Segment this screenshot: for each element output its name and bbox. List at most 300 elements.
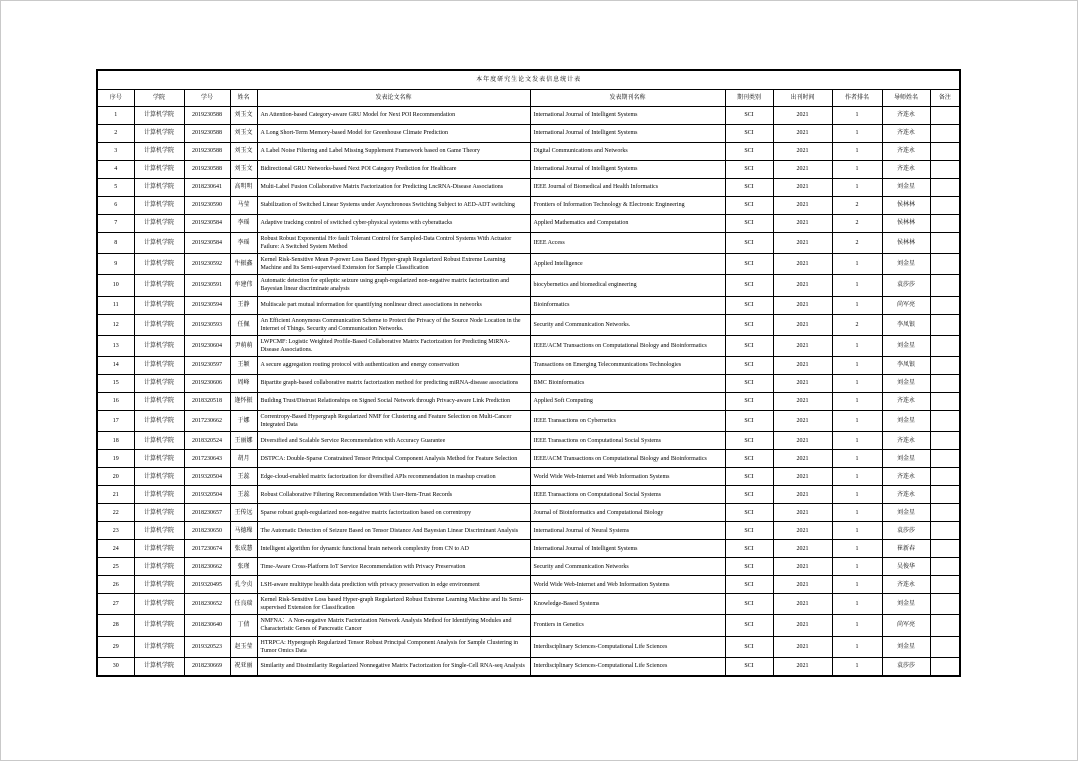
cell-paper-title: Kernel Risk-Sensitive Mean P-power Loss Based Hyper-graph Regularized Robust Extreme Learning Machine and Its Semi-supervised Extension for Sample Classification	[257, 254, 530, 275]
table-row	[97, 107, 960, 125]
cell-student-id: 2019230590	[184, 197, 230, 215]
cell-student-id: 2019230592	[184, 254, 230, 275]
cell-journal-name: Security and Communication Networks	[530, 558, 725, 576]
cell-paper-title: Sparse robust graph-regularized non-negative matrix factorization based on correntropy	[257, 504, 530, 522]
cell-paper-title: Similarity and Dissimilarity Regularized Nonnegative Matrix Factorization for Single-Cell RNA-seq Analysis	[257, 657, 530, 676]
cell-college: 计算机学院	[134, 356, 184, 374]
cell-remarks	[930, 468, 960, 486]
cell-supervisor-name: 侯林林	[882, 197, 930, 215]
table-row	[97, 374, 960, 392]
cell-student-name: 牛振鑫	[230, 254, 257, 275]
cell-college: 计算机学院	[134, 392, 184, 410]
cell-journal-name: IEEE Transactions on Cybernetics	[530, 410, 725, 431]
cell-remarks	[930, 450, 960, 468]
cell-student-name: 王蕊	[230, 486, 257, 504]
cell-journal-name: Journal of Bioinformatics and Computational Biology	[530, 504, 725, 522]
cell-author-rank: 1	[832, 522, 882, 540]
cell-remarks	[930, 636, 960, 657]
cell-journal-category: SCI	[725, 486, 773, 504]
cell-student-id: 2019320495	[184, 576, 230, 594]
cell-publish-year: 2021	[773, 335, 832, 356]
cell-student-id: 2019230606	[184, 374, 230, 392]
cell-paper-title: Intelligent algorithm for dynamic functional brain network complexity from CN to AD	[257, 540, 530, 558]
table-row	[97, 392, 960, 410]
cell-paper-title: An Efficient Anonymous Communication Scheme to Protect the Privacy of the Source Node Location in the Internet of Things. Security and Communication Networks.	[257, 314, 530, 335]
cell-student-name: 王丽娜	[230, 432, 257, 450]
cell-college: 计算机学院	[134, 504, 184, 522]
cell-student-name: 刘玉文	[230, 125, 257, 143]
cell-paper-title: Robust Robust Exponential H∞ fault Tolerant Control for Sampled-Data Control Systems With Actuator Failure: A Switched System Method	[257, 233, 530, 254]
cell-journal-category: SCI	[725, 615, 773, 636]
cell-journal-category: SCI	[725, 374, 773, 392]
cell-remarks	[930, 233, 960, 254]
cell-remarks	[930, 314, 960, 335]
cell-supervisor-name: 刘金星	[882, 179, 930, 197]
cell-remarks	[930, 374, 960, 392]
cell-author-rank: 1	[832, 143, 882, 161]
table-row	[97, 468, 960, 486]
cell-student-name: 李瑶	[230, 215, 257, 233]
cell-paper-title: HTRPCA: Hypergraph Regularized Tensor Robust Principal Component Analysis for Sample Clustering in Tumor Omics Data	[257, 636, 530, 657]
cell-college: 计算机学院	[134, 275, 184, 296]
cell-remarks	[930, 143, 960, 161]
cell-publish-year: 2021	[773, 107, 832, 125]
publication-table	[96, 69, 961, 677]
table-row	[97, 296, 960, 314]
cell-author-rank: 2	[832, 314, 882, 335]
cell-journal-category: SCI	[725, 392, 773, 410]
cell-supervisor-name: 齐连永	[882, 576, 930, 594]
cell-journal-name: World Wide Web-Internet and Web Information Systems	[530, 468, 725, 486]
cell-supervisor-name: 齐连永	[882, 432, 930, 450]
table-row	[97, 504, 960, 522]
cell-remarks	[930, 392, 960, 410]
cell-paper-title: Correntropy-Based Hypergraph Regularized NMF for Clustering and Feature Selection on Multi-Cancer Integrated Data	[257, 410, 530, 431]
cell-student-id: 2018230640	[184, 615, 230, 636]
cell-student-name: 高明明	[230, 179, 257, 197]
cell-college: 计算机学院	[134, 432, 184, 450]
cell-publish-year: 2021	[773, 392, 832, 410]
cell-student-id: 2017230643	[184, 450, 230, 468]
cell-college: 计算机学院	[134, 540, 184, 558]
cell-index: 3	[97, 143, 134, 161]
cell-student-name: 王传远	[230, 504, 257, 522]
cell-remarks	[930, 432, 960, 450]
cell-paper-title: DSTPCA: Double-Sparse Constrained Tensor Principal Component Analysis Method for Feature Selection	[257, 450, 530, 468]
cell-paper-title: Edge-cloud-enabled matrix factorization for diversified APIs recommendation in mashup creation	[257, 468, 530, 486]
cell-student-id: 2019230604	[184, 335, 230, 356]
cell-author-rank: 1	[832, 107, 882, 125]
cell-remarks	[930, 215, 960, 233]
cell-index: 29	[97, 636, 134, 657]
cell-supervisor-name: 袁莎莎	[882, 657, 930, 676]
cell-author-rank: 1	[832, 275, 882, 296]
table-row	[97, 335, 960, 356]
cell-supervisor-name: 崔新春	[882, 540, 930, 558]
cell-journal-name: Security and Communication Networks.	[530, 314, 725, 335]
cell-remarks	[930, 275, 960, 296]
cell-student-name: 牟建伟	[230, 275, 257, 296]
cell-author-rank: 2	[832, 197, 882, 215]
cell-paper-title: Bipartite graph-based collaborative matrix factorization method for predicting miRNA-disease associations	[257, 374, 530, 392]
cell-supervisor-name: 尚军亮	[882, 615, 930, 636]
cell-student-id: 2018230657	[184, 504, 230, 522]
cell-remarks	[930, 576, 960, 594]
cell-journal-category: SCI	[725, 468, 773, 486]
cell-supervisor-name: 刘金星	[882, 504, 930, 522]
cell-author-rank: 1	[832, 179, 882, 197]
cell-remarks	[930, 125, 960, 143]
cell-supervisor-name: 齐连永	[882, 107, 930, 125]
table-row	[97, 233, 960, 254]
table-row	[97, 486, 960, 504]
cell-index: 30	[97, 657, 134, 676]
cell-supervisor-name: 刘金星	[882, 374, 930, 392]
cell-journal-category: SCI	[725, 594, 773, 615]
cell-college: 计算机学院	[134, 314, 184, 335]
cell-journal-name: International Journal of Intelligent Systems	[530, 161, 725, 179]
cell-paper-title: Diversified and Scalable Service Recommendation with Accuracy Guarantee	[257, 432, 530, 450]
cell-journal-name: World Wide Web-Internet and Web Information Systems	[530, 576, 725, 594]
cell-index: 5	[97, 179, 134, 197]
cell-student-id: 2018230652	[184, 594, 230, 615]
cell-journal-category: SCI	[725, 233, 773, 254]
cell-supervisor-name: 刘金星	[882, 254, 930, 275]
table-row	[97, 450, 960, 468]
cell-index: 7	[97, 215, 134, 233]
cell-journal-name: IEEE Access	[530, 233, 725, 254]
cell-index: 14	[97, 356, 134, 374]
cell-remarks	[930, 615, 960, 636]
cell-student-id: 2017230662	[184, 410, 230, 431]
cell-publish-year: 2021	[773, 161, 832, 179]
cell-index: 28	[97, 615, 134, 636]
table-row	[97, 657, 960, 676]
table-row	[97, 522, 960, 540]
cell-author-rank: 1	[832, 558, 882, 576]
cell-journal-name: International Journal of Intelligent Systems	[530, 540, 725, 558]
cell-journal-name: IEEE Transactions on Computational Social Systems	[530, 432, 725, 450]
cell-student-id: 2019230588	[184, 143, 230, 161]
cell-author-rank: 1	[832, 576, 882, 594]
cell-student-name: 周峰	[230, 374, 257, 392]
cell-student-name: 马德璪	[230, 522, 257, 540]
cell-college: 计算机学院	[134, 522, 184, 540]
cell-student-id: 2019230588	[184, 125, 230, 143]
cell-student-id: 2019320523	[184, 636, 230, 657]
cell-college: 计算机学院	[134, 615, 184, 636]
cell-college: 计算机学院	[134, 486, 184, 504]
cell-college: 计算机学院	[134, 450, 184, 468]
cell-publish-year: 2021	[773, 410, 832, 431]
cell-journal-category: SCI	[725, 522, 773, 540]
cell-author-rank: 2	[832, 233, 882, 254]
cell-remarks	[930, 594, 960, 615]
cell-journal-name: Applied Mathematics and Computation	[530, 215, 725, 233]
cell-journal-name: BMC Bioinformatics	[530, 374, 725, 392]
cell-supervisor-name: 刘金星	[882, 335, 930, 356]
cell-supervisor-name: 齐连永	[882, 161, 930, 179]
cell-college: 计算机学院	[134, 468, 184, 486]
cell-publish-year: 2021	[773, 233, 832, 254]
cell-college: 计算机学院	[134, 197, 184, 215]
cell-author-rank: 1	[832, 254, 882, 275]
table-row	[97, 275, 960, 296]
column-header-paper-title: 发表论文名称	[257, 90, 530, 107]
cell-author-rank: 1	[832, 374, 882, 392]
cell-supervisor-name: 李凤银	[882, 356, 930, 374]
cell-student-id: 2018230641	[184, 179, 230, 197]
cell-author-rank: 1	[832, 468, 882, 486]
cell-author-rank: 1	[832, 125, 882, 143]
cell-index: 17	[97, 410, 134, 431]
cell-author-rank: 1	[832, 486, 882, 504]
cell-student-name: 刘玉文	[230, 143, 257, 161]
cell-paper-title: An Attention-based Category-aware GRU Model for Next POI Recommendation	[257, 107, 530, 125]
cell-student-name: 逄怀振	[230, 392, 257, 410]
cell-student-id: 2019320504	[184, 468, 230, 486]
cell-student-name: 刘玉文	[230, 107, 257, 125]
cell-student-id: 2019230597	[184, 356, 230, 374]
cell-student-id: 2019320504	[184, 486, 230, 504]
cell-supervisor-name: 刘金星	[882, 410, 930, 431]
cell-college: 计算机学院	[134, 296, 184, 314]
cell-college: 计算机学院	[134, 161, 184, 179]
cell-publish-year: 2021	[773, 275, 832, 296]
cell-publish-year: 2021	[773, 314, 832, 335]
cell-journal-name: Transactions on Emerging Telecommunications Technologies	[530, 356, 725, 374]
cell-supervisor-name: 侯林林	[882, 215, 930, 233]
cell-author-rank: 1	[832, 657, 882, 676]
cell-author-rank: 1	[832, 636, 882, 657]
cell-student-id: 2018230669	[184, 657, 230, 676]
cell-college: 计算机学院	[134, 594, 184, 615]
cell-student-name: 孔令贞	[230, 576, 257, 594]
cell-student-name: 任佩	[230, 314, 257, 335]
cell-paper-title: LSH-aware multitype health data prediction with privacy preservation in edge environment	[257, 576, 530, 594]
cell-remarks	[930, 410, 960, 431]
cell-publish-year: 2021	[773, 125, 832, 143]
cell-student-name: 张成慧	[230, 540, 257, 558]
cell-publish-year: 2021	[773, 197, 832, 215]
column-header-student-id: 学号	[184, 90, 230, 107]
table-row	[97, 314, 960, 335]
cell-paper-title: A secure aggregation routing protocol with authentication and energy conservation	[257, 356, 530, 374]
cell-supervisor-name: 尚军亮	[882, 296, 930, 314]
table-row	[97, 576, 960, 594]
cell-student-name: 胡月	[230, 450, 257, 468]
cell-student-name: 丁倩	[230, 615, 257, 636]
cell-supervisor-name: 袁莎莎	[882, 275, 930, 296]
cell-student-name: 李瑶	[230, 233, 257, 254]
page-title: 本年度研究生论文发表信息统计表	[97, 70, 960, 90]
cell-journal-category: SCI	[725, 296, 773, 314]
table-row	[97, 432, 960, 450]
cell-supervisor-name: 刘金星	[882, 594, 930, 615]
table-row	[97, 197, 960, 215]
cell-college: 计算机学院	[134, 374, 184, 392]
cell-student-name: 王蕊	[230, 468, 257, 486]
table-row	[97, 143, 960, 161]
cell-student-id: 2019230588	[184, 107, 230, 125]
cell-student-name: 张瑾	[230, 558, 257, 576]
cell-publish-year: 2021	[773, 450, 832, 468]
cell-journal-name: International Journal of Intelligent Systems	[530, 107, 725, 125]
cell-remarks	[930, 356, 960, 374]
cell-supervisor-name: 侯林林	[882, 233, 930, 254]
cell-journal-category: SCI	[725, 504, 773, 522]
cell-publish-year: 2021	[773, 540, 832, 558]
cell-college: 计算机学院	[134, 254, 184, 275]
cell-supervisor-name: 袁莎莎	[882, 522, 930, 540]
cell-remarks	[930, 197, 960, 215]
cell-publish-year: 2021	[773, 215, 832, 233]
cell-supervisor-name: 齐连永	[882, 468, 930, 486]
cell-paper-title: Time-Aware Cross-Platform IoT Service Recommendation with Privacy Preservation	[257, 558, 530, 576]
cell-publish-year: 2021	[773, 594, 832, 615]
cell-journal-name: Applied Intelligence	[530, 254, 725, 275]
cell-author-rank: 1	[832, 504, 882, 522]
cell-supervisor-name: 齐连永	[882, 486, 930, 504]
column-header-publish-year: 出刊时间	[773, 90, 832, 107]
table-row	[97, 215, 960, 233]
table-row	[97, 179, 960, 197]
cell-index: 9	[97, 254, 134, 275]
cell-supervisor-name: 刘金星	[882, 636, 930, 657]
cell-journal-name: Interdisciplinary Sciences-Computational Life Sciences	[530, 657, 725, 676]
cell-supervisor-name: 齐连永	[882, 125, 930, 143]
cell-journal-category: SCI	[725, 450, 773, 468]
cell-college: 计算机学院	[134, 143, 184, 161]
cell-student-id: 2019230588	[184, 161, 230, 179]
cell-publish-year: 2021	[773, 558, 832, 576]
column-header-student-name: 姓名	[230, 90, 257, 107]
cell-index: 22	[97, 504, 134, 522]
cell-paper-title: Stabilization of Switched Linear Systems under Asynchronous Switching Subject to AED-ADT switching	[257, 197, 530, 215]
cell-paper-title: Bidirectional GRU Networks-based Next POI Category Prediction for Healthcare	[257, 161, 530, 179]
cell-remarks	[930, 179, 960, 197]
cell-author-rank: 1	[832, 161, 882, 179]
cell-remarks	[930, 161, 960, 179]
cell-paper-title: Adaptive tracking control of switched cyber-physical systems with cyberattacks	[257, 215, 530, 233]
cell-index: 25	[97, 558, 134, 576]
cell-journal-category: SCI	[725, 143, 773, 161]
cell-index: 13	[97, 335, 134, 356]
cell-index: 15	[97, 374, 134, 392]
cell-index: 8	[97, 233, 134, 254]
cell-publish-year: 2021	[773, 504, 832, 522]
cell-student-name: 于娜	[230, 410, 257, 431]
cell-publish-year: 2021	[773, 486, 832, 504]
table-body	[97, 107, 960, 676]
cell-publish-year: 2021	[773, 374, 832, 392]
cell-journal-category: SCI	[725, 558, 773, 576]
table-row	[97, 615, 960, 636]
column-header-college: 学院	[134, 90, 184, 107]
column-header-row	[97, 90, 960, 107]
cell-student-name: 尹萌萌	[230, 335, 257, 356]
cell-supervisor-name: 齐连永	[882, 392, 930, 410]
cell-index: 19	[97, 450, 134, 468]
cell-author-rank: 1	[832, 296, 882, 314]
cell-paper-title: NMFNA：A Non-negative Matrix Factorization Network Analysis Method for Identifying Modules and Characteristic Genes of Pancreatic Cancer	[257, 615, 530, 636]
cell-journal-category: SCI	[725, 161, 773, 179]
cell-index: 27	[97, 594, 134, 615]
cell-index: 18	[97, 432, 134, 450]
cell-author-rank: 1	[832, 450, 882, 468]
cell-paper-title: A Label Noise Filtering and Label Missing Supplement Framework based on Game Theory	[257, 143, 530, 161]
cell-journal-name: IEEE/ACM Transactions on Computational Biology and Bioinformatics	[530, 335, 725, 356]
cell-publish-year: 2021	[773, 657, 832, 676]
table-row	[97, 540, 960, 558]
cell-college: 计算机学院	[134, 233, 184, 254]
cell-student-id: 2018320518	[184, 392, 230, 410]
cell-student-name: 刘玉文	[230, 161, 257, 179]
cell-remarks	[930, 504, 960, 522]
cell-index: 1	[97, 107, 134, 125]
table-row	[97, 161, 960, 179]
cell-student-id: 2017230674	[184, 540, 230, 558]
cell-journal-category: SCI	[725, 636, 773, 657]
table-row	[97, 558, 960, 576]
table-row	[97, 254, 960, 275]
cell-paper-title: The Automatic Detection of Seizure Based on Tensor Distance And Bayesian Linear Discriminant Analysis	[257, 522, 530, 540]
cell-college: 计算机学院	[134, 179, 184, 197]
cell-remarks	[930, 522, 960, 540]
column-header-supervisor-name: 导师姓名	[882, 90, 930, 107]
cell-journal-name: Knowledge-Based Systems	[530, 594, 725, 615]
cell-index: 23	[97, 522, 134, 540]
cell-student-id: 2019230593	[184, 314, 230, 335]
cell-student-id: 2018230650	[184, 522, 230, 540]
cell-index: 20	[97, 468, 134, 486]
cell-student-name: 赵玉莹	[230, 636, 257, 657]
cell-author-rank: 2	[832, 215, 882, 233]
cell-publish-year: 2021	[773, 356, 832, 374]
cell-author-rank: 1	[832, 335, 882, 356]
cell-index: 24	[97, 540, 134, 558]
cell-author-rank: 1	[832, 432, 882, 450]
cell-index: 21	[97, 486, 134, 504]
cell-paper-title: Automatic detection for epileptic seizure using graph-regularized non-negative matrix factorization and Bayesian linear discriminate analysis	[257, 275, 530, 296]
cell-journal-name: Digital Communications and Networks	[530, 143, 725, 161]
cell-student-id: 2019230584	[184, 215, 230, 233]
cell-student-name: 王颖	[230, 356, 257, 374]
cell-journal-category: SCI	[725, 540, 773, 558]
cell-student-name: 任良瑞	[230, 594, 257, 615]
cell-remarks	[930, 558, 960, 576]
title-row	[97, 70, 960, 90]
cell-journal-name: Bioinformatics	[530, 296, 725, 314]
column-header-remarks: 备注	[930, 90, 960, 107]
cell-index: 2	[97, 125, 134, 143]
cell-remarks	[930, 107, 960, 125]
cell-remarks	[930, 296, 960, 314]
cell-supervisor-name: 齐连永	[882, 143, 930, 161]
table-row	[97, 410, 960, 431]
cell-journal-category: SCI	[725, 576, 773, 594]
cell-student-id: 2018320524	[184, 432, 230, 450]
cell-college: 计算机学院	[134, 636, 184, 657]
cell-journal-name: International Journal of Neural Systems	[530, 522, 725, 540]
cell-student-name: 祝亚丽	[230, 657, 257, 676]
cell-index: 10	[97, 275, 134, 296]
cell-author-rank: 1	[832, 540, 882, 558]
cell-journal-category: SCI	[725, 125, 773, 143]
cell-remarks	[930, 540, 960, 558]
cell-index: 11	[97, 296, 134, 314]
cell-publish-year: 2021	[773, 143, 832, 161]
